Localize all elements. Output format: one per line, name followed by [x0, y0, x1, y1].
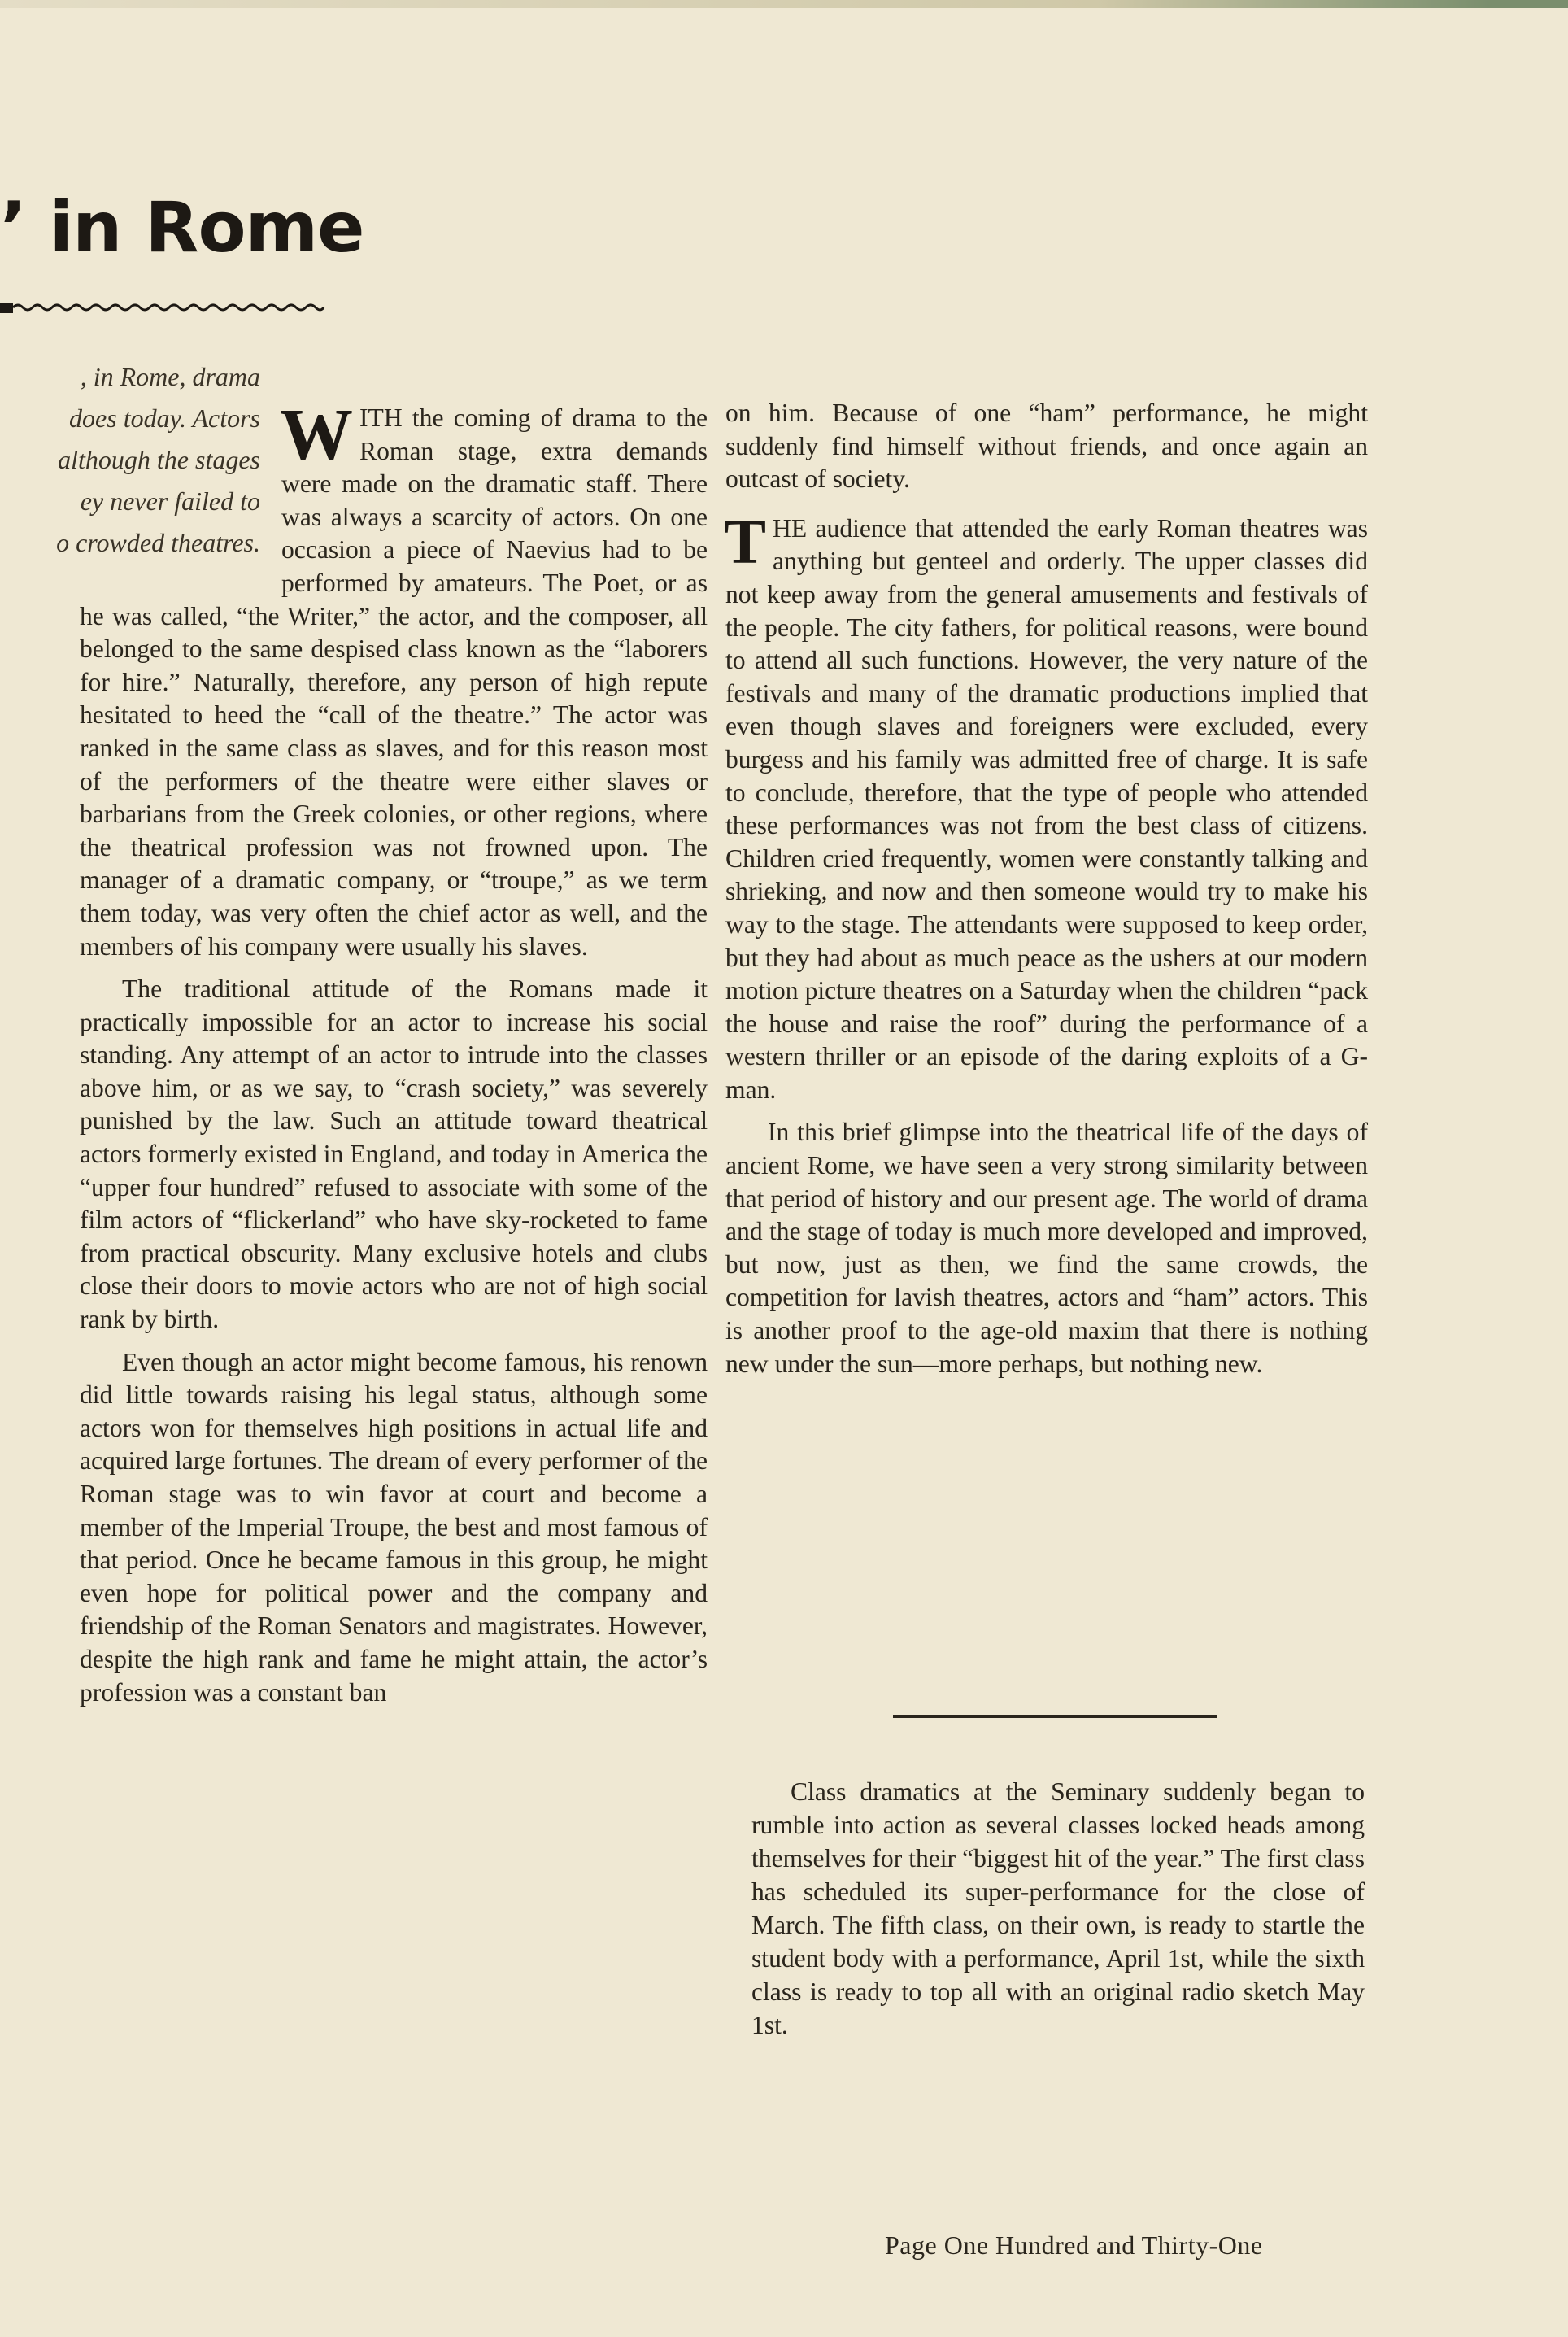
- class-dramatics-note: [751, 1775, 1365, 2042]
- paragraph-text: ITH the coming of drama to the Roman stage, extra demands were made on the dramatic staff. There was always a scarcity of actors. On one occasion a piece of Naevius had to be performed by amateurs. The Poet, or as he was called, “the Writer,” the actor, and the composer, all belonged to the same despised class known as the “laborers for hire.” Naturally, therefore, any person of high repute hesitated to heed the “call of the theatre.” The actor was ranked in the same class as slaves, and for this reason most of the performers of the theatre were either slaves or barbarians from the Greek colonies, or other regions, where the theatrical profession was not frowned upon. The manager of a dramatic company, or “troupe,” as we term them today, was very often the chief actor as well, and the members of his company were usually his slaves.: [80, 403, 708, 961]
- intro-line: , in Rome, drama: [80, 362, 260, 391]
- body-paragraph: [724, 505, 1368, 1107]
- intro-spacer: [0, 353, 281, 581]
- intro-line: although the stages: [58, 445, 260, 474]
- intro-line: does today. Actors: [69, 403, 260, 433]
- body-paragraph: on him. Because of one “ham” performance, he might suddenly find himself without friends, and once again an outcast of society.: [725, 399, 1368, 494]
- left-column: [80, 395, 708, 1709]
- section-divider: [893, 1715, 1217, 1718]
- intro-line: o crowded theatres.: [56, 528, 260, 557]
- article-title: ’ in Rome: [0, 187, 364, 268]
- note-paragraph: Class dramatics at the Seminary suddenly began to rumble into action as several classes locked heads among themselves for their “biggest hit of the year.” The first class has scheduled its super-performance for the close of March. The fifth class, on their own, is ready to startle the student body with a performance, April 1st, while the sixth class is ready to top all with an original radio sketch May 1st.: [751, 1777, 1365, 2039]
- drop-cap: T: [724, 505, 767, 577]
- drop-cap: W: [280, 395, 353, 475]
- body-paragraph: In this brief glimpse into the theatrical life of the days of ancient Rome, we have seen a very strong similarity between that period of history and our present age. The world of drama and the stage of today is much more developed and improved, but now, just as then, we find the same crowds, the competition for lavish theatres, actors and “ham” actors. This is another proof to the age-old maxim that there is nothing new under the sun—more perhaps, but nothing new.: [725, 1118, 1368, 1378]
- paragraph-text: HE audience that attended the early Roman theatres was anything but genteel and orderly. The upper classes did not keep away from the general amusements and festivals of the people. The city fathers, for political reasons, were bound to attend all such functions. However, the very nature of the festivals and many of the dramatic productions implied that even though slaves and foreigners were excluded, every burgess and his family was admitted free of charge. It is safe to conclude, therefore, that the type of people who attended these performances was not from the best class of citizens. Children cried frequently, women were constantly talking and shrieking, and now and then someone would try to make his way to the stage. The attendants were supposed to keep order, but they had about as much peace as the ushers at our modern motion picture theatres on a Saturday when the children “pack the house and raise the roof” during the performance of a western thriller or an episode of the daring exploits of a G-man.: [725, 513, 1368, 1104]
- title-wavy-rule: [0, 299, 325, 316]
- intro-line: ey never failed to: [80, 486, 260, 516]
- right-column: [725, 397, 1368, 1380]
- body-paragraph: The traditional attitude of the Romans made it practically impossible for an actor to increase his social standing. Any attempt of an actor to intrude into the classes above him, or as we say, to “crash society,” was severely punished by the law. Such an attitude toward theatrical actors formerly existed in England, and today in America the “upper four hundred” refused to associate with some of the film actors of “flickerland” who have sky-rocketed to fame from practical obscurity. Many exclusive hotels and clubs close their doors to movie actors who are not of high social rank by birth.: [80, 974, 708, 1334]
- page-number: Page One Hundred and Thirty-One: [885, 2230, 1263, 2260]
- body-paragraph: Even though an actor might become famous, his renown did little towards raising his legal status, although some actors won for themselves high positions in actual life and acquired large fortunes. The dream of every performer of the Roman stage was to win favor at court and become a member of the Imperial Troupe, the best and most famous of that period. Once he became famous in this group, he might even hope for political power and the company and friendship of the Roman Senators and magistrates. However, despite the high rank and fame he might attain, the actor’s profession was a constant ban: [80, 1347, 708, 1707]
- page-edge: [0, 0, 1568, 8]
